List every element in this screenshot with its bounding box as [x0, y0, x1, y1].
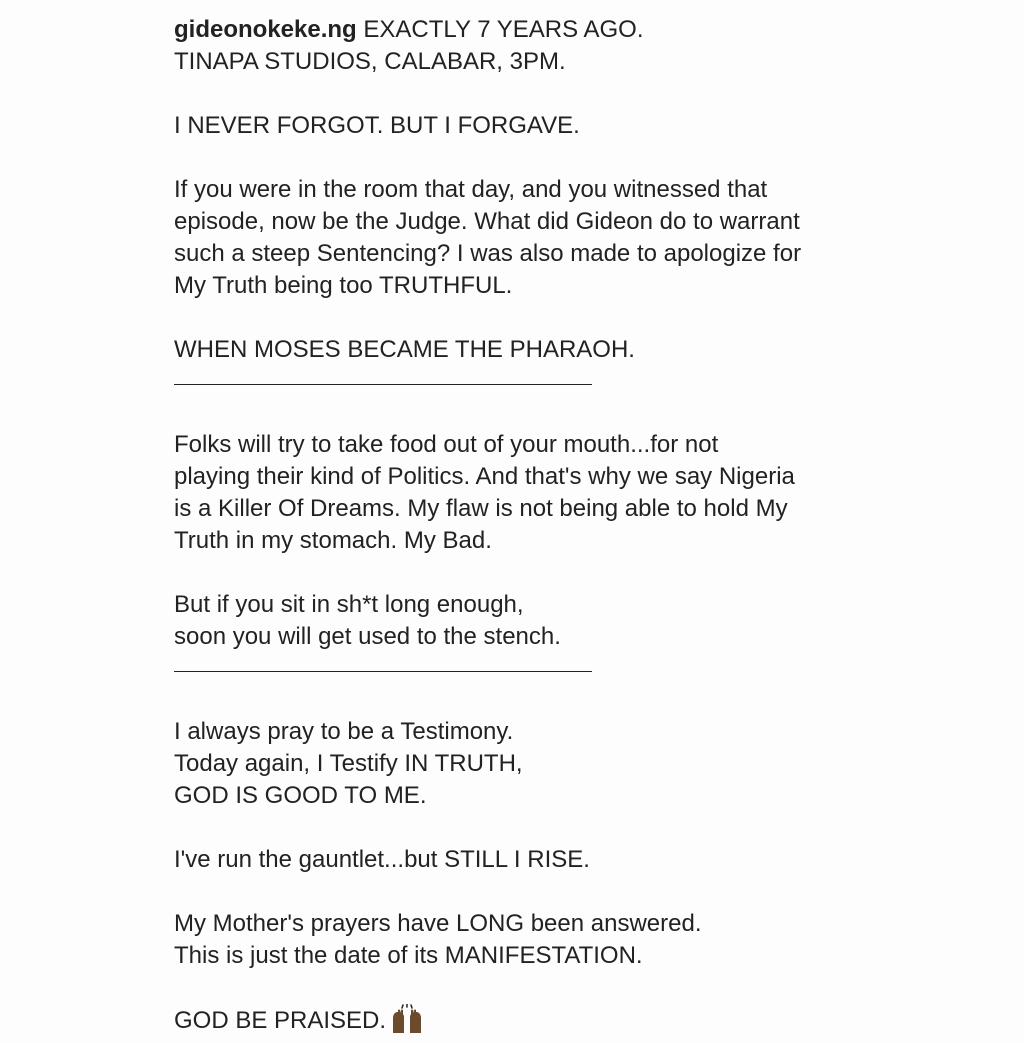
paragraph-mother	[174, 908, 994, 972]
caption-line: episode, now be the Judge. What did Gideon do to warrant	[174, 208, 800, 235]
paragraph-forgave	[174, 110, 994, 142]
caption-line: playing their kind of Politics. And that's why we say Nigeria	[174, 463, 795, 490]
caption-line: My Truth being too TRUTHFUL.	[174, 272, 513, 299]
caption-line: WHEN MOSES BECAME THE PHARAOH.	[174, 336, 635, 363]
paragraph-judge	[174, 174, 994, 302]
divider-line	[174, 384, 592, 385]
caption-line: such a steep Sentencing? I was also made to apologize for	[174, 240, 802, 267]
caption-line: I've run the gauntlet...but STILL I RISE.	[174, 846, 590, 873]
caption-text: EXACTLY 7 YEARS AGO.	[363, 16, 644, 43]
post-caption	[174, 14, 994, 1043]
caption-line: My Mother's prayers have LONG been answered.	[174, 910, 702, 937]
caption-text: GOD BE PRAISED.	[174, 1007, 387, 1034]
paragraph-stench	[174, 589, 994, 653]
caption-line: But if you sit in sh*t long enough,	[174, 591, 524, 618]
caption-line: If you were in the room that day, and you witnessed that	[174, 176, 768, 203]
caption-line: GOD IS GOOD TO ME.	[174, 782, 427, 809]
paragraph-rise	[174, 844, 994, 876]
paragraph-testimony	[174, 716, 994, 812]
caption-line: Truth in my stomach. My Bad.	[174, 527, 492, 554]
caption-line: This is just the date of its MANIFESTATION.	[174, 942, 643, 969]
username-link[interactable]: gideonokeke.ng	[174, 16, 357, 43]
caption-line: Today again, I Testify IN TRUTH,	[174, 750, 523, 777]
caption-line: is a Killer Of Dreams. My flaw is not being able to hold My	[174, 495, 788, 522]
caption-line	[174, 14, 994, 46]
caption-line: TINAPA STUDIOS, CALABAR, 3PM.	[174, 48, 566, 75]
paragraph-politics	[174, 429, 994, 557]
divider-line	[174, 671, 592, 672]
caption-line: Folks will try to take food out of your mouth...for not	[174, 431, 719, 458]
paragraph-moses	[174, 334, 994, 366]
caption-header	[174, 14, 994, 78]
caption-line: soon you will get used to the stench.	[174, 623, 561, 650]
caption-line: I NEVER FORGOT. BUT I FORGAVE.	[174, 112, 580, 139]
caption-line: I always pray to be a Testimony.	[174, 718, 514, 745]
